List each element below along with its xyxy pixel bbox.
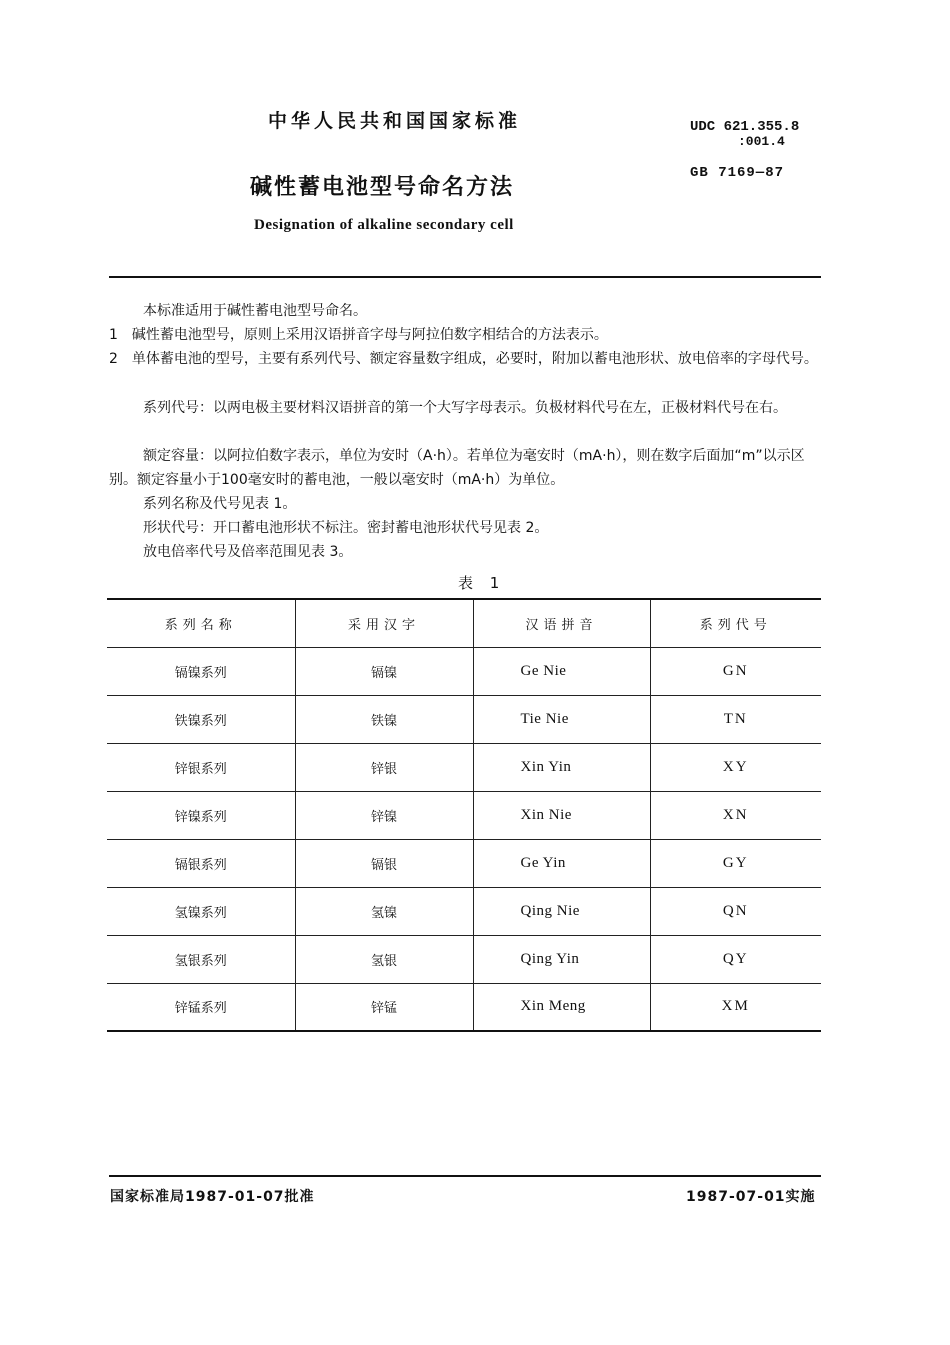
series-code-paragraph: 系列代号：以两电极主要材料汉语拼音的第一个大写字母表示。负极材料代号在左，正极材料代号在右。 xyxy=(143,400,787,416)
cell-series-name: 铁镍系列 xyxy=(107,695,295,743)
table-row xyxy=(107,647,821,695)
table-caption: 表 1 xyxy=(458,574,506,592)
series-table-reference: 系列名称及代号见表 1。 xyxy=(143,496,297,512)
rated-capacity-paragraph: 额定容量：以阿拉伯数字表示，单位为安时（A·h）。若单位为毫安时（mA·h），则在数字后面加“m”以示区别。额定容量小于100毫安时的蓄电池，一般以毫安时（mA·h）为单位。 xyxy=(109,448,805,488)
udc-number-suffix: :001.4 xyxy=(738,134,785,149)
table-row xyxy=(107,791,821,839)
header-chinese-chars: 采用汉字 xyxy=(295,599,473,647)
cell-series-name: 锌镍系列 xyxy=(107,791,295,839)
cell-series-code: QN xyxy=(650,887,821,935)
cell-pinyin: Qing Yin xyxy=(473,935,650,983)
intro-paragraph: 本标准适用于碱性蓄电池型号命名。 xyxy=(143,303,367,319)
table-row xyxy=(107,839,821,887)
table-row xyxy=(107,743,821,791)
cell-series-code: XN xyxy=(650,791,821,839)
shape-code-paragraph: 形状代号：开口蓄电池形状不标注。密封蓄电池形状代号见表 2。 xyxy=(143,520,549,536)
cell-pinyin: Xin Meng xyxy=(473,983,650,1031)
cell-chinese-chars: 氢镍 xyxy=(295,887,473,935)
cell-chinese-chars: 氢银 xyxy=(295,935,473,983)
cell-series-name: 氢银系列 xyxy=(107,935,295,983)
approval-date: 国家标准局1987-01-07批准 xyxy=(110,1189,315,1205)
cell-pinyin: Ge Yin xyxy=(473,839,650,887)
cell-pinyin: Xin Nie xyxy=(473,791,650,839)
cell-chinese-chars: 铁镍 xyxy=(295,695,473,743)
series-table xyxy=(107,598,821,1032)
table-header-row xyxy=(107,599,821,647)
udc-number: UDC 621.355.8 xyxy=(690,119,800,135)
cell-series-code: GN xyxy=(650,647,821,695)
effective-date: 1987-07-01实施 xyxy=(686,1189,816,1205)
cell-series-code: TN xyxy=(650,695,821,743)
gb-number: GB 7169—87 xyxy=(690,165,785,181)
table-row xyxy=(107,935,821,983)
cell-chinese-chars: 锌镍 xyxy=(295,791,473,839)
header-series-name: 系列名称 xyxy=(107,599,295,647)
cell-pinyin: Ge Nie xyxy=(473,647,650,695)
cell-chinese-chars: 锌锰 xyxy=(295,983,473,1031)
cell-chinese-chars: 镉镍 xyxy=(295,647,473,695)
cell-series-name: 氢镍系列 xyxy=(107,887,295,935)
table-row xyxy=(107,695,821,743)
cell-series-code: XM xyxy=(650,983,821,1031)
cell-series-code: QY xyxy=(650,935,821,983)
table-row xyxy=(107,983,821,1031)
header-series-code: 系列代号 xyxy=(650,599,821,647)
document-title: 碱性蓄电池型号命名方法 xyxy=(250,175,515,200)
cell-series-code: XY xyxy=(650,743,821,791)
standard-name: 中华人民共和国国家标准 xyxy=(268,110,522,132)
cell-pinyin: Tie Nie xyxy=(473,695,650,743)
clause-2: 2 单体蓄电池的型号，主要有系列代号、额定容量数字组成，必要时，附加以蓄电池形状、放电倍率的字母代号。 xyxy=(109,351,818,367)
footer-divider xyxy=(109,1175,821,1177)
cell-chinese-chars: 镉银 xyxy=(295,839,473,887)
cell-pinyin: Qing Nie xyxy=(473,887,650,935)
cell-chinese-chars: 锌银 xyxy=(295,743,473,791)
clause-1: 1 碱性蓄电池型号，原则上采用汉语拼音字母与阿拉伯数字相结合的方法表示。 xyxy=(109,327,608,343)
header-pinyin: 汉语拼音 xyxy=(473,599,650,647)
cell-pinyin: Xin Yin xyxy=(473,743,650,791)
table-row xyxy=(107,887,821,935)
cell-series-name: 锌银系列 xyxy=(107,743,295,791)
document-subtitle: Designation of alkaline secondary cell xyxy=(254,217,514,233)
rate-code-paragraph: 放电倍率代号及倍率范围见表 3。 xyxy=(143,544,353,560)
cell-series-name: 镉镍系列 xyxy=(107,647,295,695)
cell-series-name: 锌锰系列 xyxy=(107,983,295,1031)
cell-series-name: 镉银系列 xyxy=(107,839,295,887)
cell-series-code: GY xyxy=(650,839,821,887)
header-divider xyxy=(109,276,821,278)
